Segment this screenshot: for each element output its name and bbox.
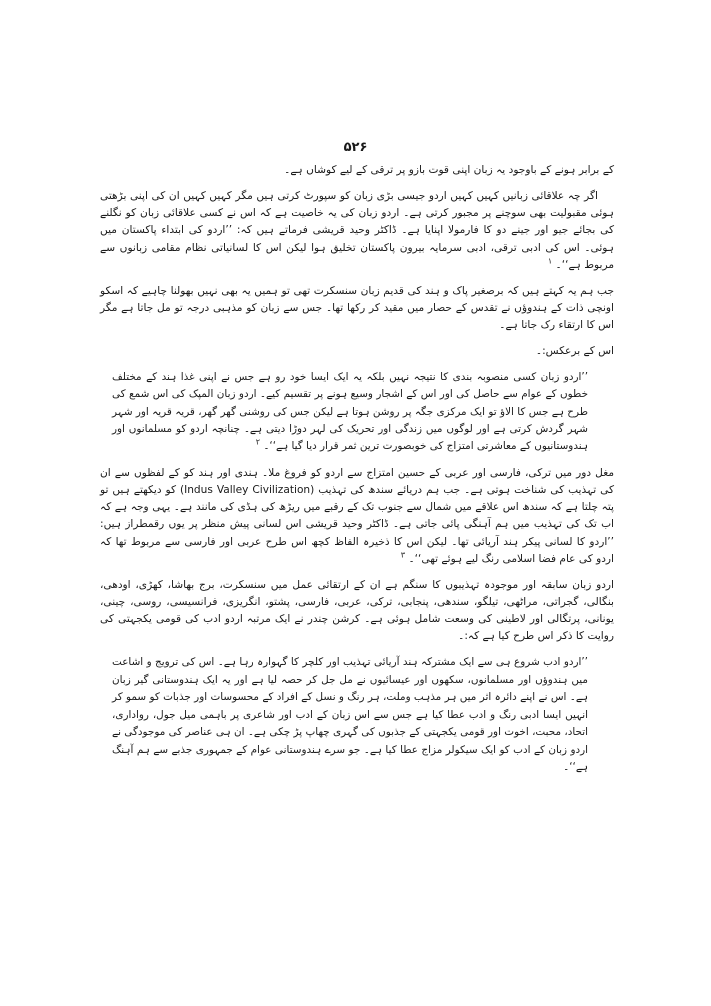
paragraph-text: اس کے برعکس:۔ (535, 345, 614, 358)
page-body (100, 162, 614, 786)
paragraph-text: جب ہم یہ کہتے ہیں کہ برصغیر پاک و ہند کی قدیم زبان سنسکرت تھی تو ہمیں یہ بھی نہیں بھولنا چاہیے کہ اسکو اونچی ذات کے ہندوؤں نے تقدس کے حصار میں مقید کر رکھا تھا۔ جس سے زبان کو مذہبی درجہ تو مل جاتا ہے مگر اس کا ارتقاء رک جاتا ہے۔ (100, 284, 614, 332)
paragraph-text: مغل دور میں ترکی، فارسی اور عربی کے حسین امتزاج سے اردو کو فروغ ملا۔ ہندی اور ہند کو کے لفظوں سے ان کی تہذیب کی شناخت ہوتی ہے۔ جب ہم دریائے سندھ کی تہذیب (Indus Valley Civilization) کو دیکھتے ہیں تو پتہ چلتا ہے کہ سندھ اس علاقے میں شمال سے جنوب تک کے رقبے میں ریڑھ کی ہڈی کی مانند ہے۔ یہی وجہ ہے کہ اب تک کی تہذیب میں ہم آہنگی پائی جاتی ہے۔ ڈاکٹر وحید قریشی اس لسانی پیش منظر پر یوں رقمطراز ہیں: ’’اردو کا لسانی پیکر ہند آریائی تھا۔ لیکن اس کا ذخیرہ الفاظ کچھ اس طرح عربی اور فارسی سے مربوط تھا کہ اردو کی عام فضا اسلامی رنگ لیے ہوئے تھی‘‘۔ (100, 466, 614, 565)
paragraph-regional-languages (100, 188, 614, 274)
page-number: ۵۲۶ (343, 140, 368, 155)
block-quote-olympic-torch (112, 369, 588, 456)
paragraph-text: اردو زبان سابقہ اور موجودہ تہذیبوں کا سنگم ہے ان کے ارتقائی عمل میں سنسکرت، برج بھاشا، کھڑی، اودھی، بنگالی، گجراتی، مراٹھی، تیلگو، سندھی، پنجابی، ترکی، عربی، فارسی، پشتو، انگریزی، فرانسیسی، روسی، چینی، یونانی، پرتگالی اور لاطینی کی وسعت شامل ہوئی ہے۔ کرشن چندر نے ایک مرتبہ اردو ادب کی قومی یکجہتی کی روایت کا ذکر اس طرح کیا ہے کہ:۔ (100, 578, 614, 643)
quote-text: ’’اردو ادب شروع ہی سے ایک مشترکہ ہند آریائی تہذیب اور کلچر کا گہوارہ رہا ہے۔ اس کی ترویج و اشاعت میں ہندوؤں اور مسلمانوں، سکھوں اور عیسائیوں نے مل جل کر حصہ لیا ہے اور یہ ایک ہندوستانی گیر زبان ہے۔ اس نے اپنے دائرہ اثر میں ہر مذہب وملت، ہر رنگ و نسل کے افراد کے محسوسات اور جذبات کو سمو کر انہیں ایسا ادبی رنگ و ادب عطا کیا ہے جس سے اس زبان کے ادب اور شاعری پر باہمی میل جول، رواداری، اتحاد، محبت، اخوت اور قومی یکجہتی کے جذبوں کی گہری چھاپ پڑ چکی ہے۔ ان ہی عناصر کی موجودگی نے اردو زبان کے ادب کو ایک سیکولر مزاج عطا کیا ہے۔ جو سرے ہندوستانی عوام کے جمہوری جذبے سے ہم آہنگ ہے‘‘۔ (112, 656, 588, 774)
footnote-marker: ۱ (547, 256, 553, 266)
paragraph-mughal-era (100, 465, 614, 568)
paragraph-sanskrit (100, 283, 614, 334)
footnote-marker: ۳ (400, 550, 406, 560)
quote-text: ’’اردو زبان کسی منصوبہ بندی کا نتیجہ نہیں بلکہ یہ ایک ایسا خود رو ہے جس نے اپنی غذا ہند کے مختلف خطوں کے عوام سے حاصل کی اور اس کے اشجار وسیع ہونے پر تقسیم کیے۔ اردو زبان المپک کی اس شمع کی طرح ہے جس کا الاؤ تو ایک مرکزی جگہ پر روشن ہوتا ہے لیکن جس کی روشنی گھر گھر، قریہ قریہ اور شہر شہر گردش کرتی ہے اور لوگوں میں زندگی اور تحریک کی لہر دوڑا دیتی ہے۔ چنانچہ اردو کو مسلمانوں اور ہندوستانیوں کے معاشرتی امتزاج کی خوبصورت ترین ثمر قرار دیا گیا ہے‘‘۔ (112, 370, 588, 453)
block-quote-krishan-chander (112, 654, 588, 776)
paragraph-confluence (100, 577, 614, 646)
paragraph-text: اگر چہ علاقائی زبانیں کہیں کہیں اردو جیسی بڑی زبان کو سپورٹ کرتی ہیں مگر کہیں کہیں ان کی اپنی بڑھتی ہوئی مقبولیت بھی سوچنے پر مجبور کرتی ہے۔ اردو زبان کی یہ خاصیت ہے کہ اس نے کسی علاقائی زبان کو نگلنے کی بجائے جیو اور جینے دو کا فارمولا اپنایا ہے۔ ڈاکٹر وحید قریشی فرماتے ہیں کہ: ’’اردو کی ابتداء پاکستان میں ہوئی۔ اس کی ادبی ترقی، ادبی سرمایہ بیرون پاکستان تخلیق ہوا لیکن اس کا لسانیاتی نظام مقامی زبانوں سے مربوط ہے‘‘۔ (100, 190, 614, 271)
paragraph-intro (100, 162, 614, 179)
paragraph-text: کے برابر ہونے کے باوجود یہ زبان اپنی قوت بازو پر ترقی کے لیے کوشاں ہے۔ (284, 164, 614, 176)
footnote-marker: ۲ (255, 437, 260, 447)
paragraph-contrast-heading (100, 343, 614, 360)
